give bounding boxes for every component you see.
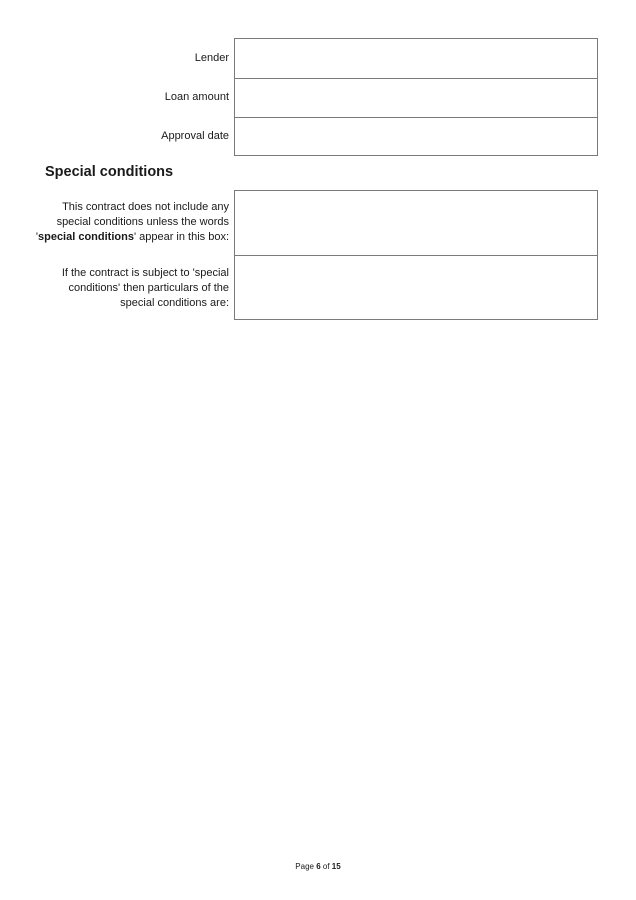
lender-field[interactable] (235, 39, 597, 78)
lender-label: Lender (194, 52, 229, 64)
approval-date-field[interactable] (235, 118, 597, 156)
page-of: of (320, 862, 332, 871)
lender-field-cell[interactable] (235, 39, 597, 78)
special-conditions-inclusion-cell[interactable] (235, 191, 597, 256)
special-conditions-particulars-label (62, 266, 229, 311)
loan-amount-field-cell[interactable] (235, 78, 597, 117)
page-total: 15 (331, 862, 341, 871)
page-current: 6 (316, 862, 321, 871)
approval-date-label: Approval date (161, 130, 229, 142)
special-conditions-heading: Special conditions (45, 164, 174, 180)
special-conditions-inclusion-field[interactable] (235, 191, 597, 256)
special-conditions-particulars-field[interactable] (235, 256, 597, 320)
page-number-footer (0, 862, 636, 871)
loan-amount-field[interactable] (235, 79, 597, 117)
bold-term: special conditions (37, 231, 134, 243)
label-line: conditions' then particulars of the (68, 282, 229, 294)
loan-amount-label: Loan amount (164, 91, 229, 103)
special-conditions-inclusion-label (36, 200, 229, 245)
label-line: This contract does not include any (62, 201, 229, 213)
label-rest: ' appear in this box: (133, 231, 229, 243)
label-line: If the contract is subject to 'special (61, 267, 229, 279)
page-prefix: Page (295, 862, 317, 871)
special-conditions-particulars-cell[interactable] (235, 255, 597, 320)
approval-date-field-cell[interactable] (235, 117, 597, 156)
label-line: 'special conditions' appear in this box: (35, 231, 229, 243)
label-line: special conditions are: (120, 297, 229, 309)
label-line: special conditions unless the words (56, 216, 229, 228)
special-conditions-table (234, 190, 598, 320)
finance-table (234, 38, 598, 156)
